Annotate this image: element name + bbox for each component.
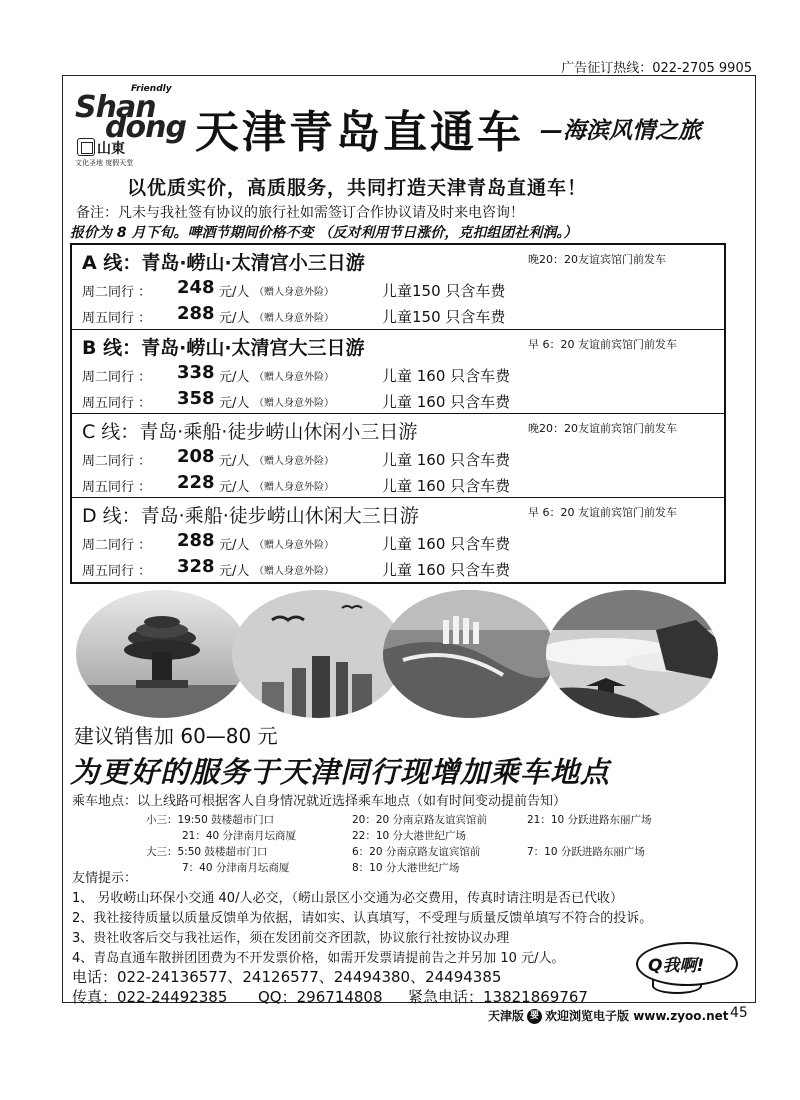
- contact-qq: QQ：296714808: [258, 988, 383, 1006]
- routes-table: [70, 243, 726, 584]
- child-price: 儿童 160 只含车费: [382, 535, 511, 553]
- qq-speech-bubble[interactable]: [636, 942, 738, 986]
- photo-laoshan-clouds: [546, 590, 718, 718]
- ad-hotline: 广告征订热线：022-2705 9905: [561, 61, 752, 76]
- pickup-big-stop: 8：10 分大港世纪广场: [352, 862, 460, 874]
- tip-item: 4、青岛直通车散拼团团费为不开发票价格，如需开发票请提前告之并另加 10 元/人。: [72, 951, 565, 966]
- pickup-small-stop: 21：40 分津南月坛商厦: [182, 830, 297, 842]
- price-unit: 元/人: [219, 396, 250, 411]
- price-unit: 元/人: [219, 311, 250, 326]
- pickup-big-stop: 7：10 分跃进路东丽广场: [527, 846, 645, 858]
- route-c: [72, 413, 724, 498]
- child-price: 儿童150 只含车费: [382, 308, 506, 326]
- contact-phone: 电话：022-24136577、24126577、24494380、24494385: [72, 968, 502, 986]
- child-price: 儿童 160 只含车费: [382, 393, 511, 411]
- page-subtitle: —海滨风情之旅: [540, 118, 701, 144]
- tips-title: 友情提示：: [72, 871, 138, 886]
- insurance-note: （赠人身意外险）: [254, 482, 334, 493]
- child-price: 儿童 160 只含车费: [382, 561, 511, 579]
- price-row: [82, 277, 506, 300]
- child-price: 儿童150 只含车费: [382, 282, 506, 300]
- child-price: 儿童 160 只含车费: [382, 451, 511, 469]
- insurance-note: （赠人身意外险）: [254, 456, 334, 467]
- adult-price: 208: [177, 446, 215, 467]
- badge-icon: 要: [527, 1009, 542, 1024]
- contact-fax: 传真：022-24492385: [72, 988, 228, 1006]
- logo-chinese: 山東: [97, 141, 125, 157]
- price-unit: 元/人: [219, 480, 250, 495]
- footer-website[interactable]: 欢迎浏览电子版 www.zyoo.net: [545, 1009, 729, 1023]
- pickup-small-stop: 小三：19:50 鼓楼超市门口: [146, 814, 275, 826]
- travel-day: 周二同行 ：: [82, 538, 152, 553]
- travel-day: 周二同行 ：: [82, 454, 152, 469]
- tip-item: 1、 另收崂山环保小交通 40/人必交，（崂山景区小交通为必交费用，传真时请注明是否已代收）: [72, 891, 623, 906]
- pickup-big-stop: 7：40 分津南月坛商厦: [182, 862, 290, 874]
- travel-day: 周五同行 ：: [82, 480, 152, 495]
- photo-aerial-coast: [383, 590, 555, 718]
- price-row: [82, 556, 511, 579]
- price-unit: 元/人: [219, 538, 250, 553]
- logo-shan: Shan: [75, 90, 156, 125]
- travel-day: 周二同行 ：: [82, 370, 152, 385]
- adult-price: 338: [177, 362, 215, 383]
- adult-price: 288: [177, 303, 215, 324]
- photo-strip: [76, 590, 726, 720]
- route-name: B 线：青岛·崂山·太清宫大三日游: [82, 337, 365, 359]
- seal-icon: [77, 138, 95, 156]
- page-title: 天津青岛直通车: [195, 107, 524, 158]
- route-name: D 线：青岛·乘船·徒步崂山休闲大三日游: [82, 505, 419, 527]
- adult-price: 328: [177, 556, 215, 577]
- travel-day: 周五同行 ：: [82, 564, 152, 579]
- logo-tagline: 文化圣地 度假天堂: [75, 159, 134, 167]
- tip-item: 2、我社接待质量以质量反馈单为依据，请如实、认真填写，不受理与质量反馈单填写不符合的投诉。: [72, 911, 653, 926]
- slogan: 以优质实价，高质服务，共同打造天津青岛直通车！: [127, 177, 588, 199]
- insurance-note: （赠人身意外险）: [254, 287, 334, 298]
- adult-price: 288: [177, 530, 215, 551]
- logo-friendly: Friendly: [131, 84, 172, 94]
- route-name: C 线：青岛·乘船·徒步崂山休闲小三日游: [82, 421, 418, 443]
- insurance-note: （赠人身意外险）: [254, 540, 334, 551]
- price-row: [82, 530, 511, 553]
- route-d: [72, 497, 724, 582]
- shandong-logo: [75, 84, 186, 170]
- photo-seagulls-city: [232, 590, 404, 718]
- price-row: [82, 446, 511, 469]
- pickup-big-stop: 大三：5:50 鼓楼超市门口: [146, 846, 268, 858]
- route-departure: 早 6：20 友谊前宾馆门前发车: [528, 506, 677, 519]
- route-departure: 早 6：20 友谊前宾馆门前发车: [528, 338, 677, 351]
- pickup-small-stop: 20：20 分南京路友谊宾馆前: [352, 814, 488, 826]
- price-row: [82, 388, 511, 411]
- child-price: 儿童 160 只含车费: [382, 477, 511, 495]
- pickup-title: 乘车地点：以上线路可根据客人自身情况就近选择乘车地点（如有时间变动提前告知）: [72, 794, 567, 809]
- logo-dong: dong: [105, 110, 186, 145]
- footer-edition: 天津版: [488, 1009, 525, 1023]
- insurance-note: （赠人身意外险）: [254, 398, 334, 409]
- price-unit: 元/人: [219, 564, 250, 579]
- price-row: [82, 362, 511, 385]
- travel-day: 周二同行 ：: [82, 285, 152, 300]
- bubble-text: Q我啊!: [648, 956, 705, 976]
- contact-emergency: 紧急电话：13821869767: [408, 988, 588, 1006]
- price-row: [82, 472, 511, 495]
- price-row: [82, 303, 506, 326]
- price-unit: 元/人: [219, 285, 250, 300]
- adult-price: 358: [177, 388, 215, 409]
- pickup-small-stop: 22：10 分大港世纪广场: [352, 830, 467, 842]
- route-b: [72, 329, 724, 414]
- child-price: 儿童 160 只含车费: [382, 367, 511, 385]
- pickup-big-stop: 6：20 分南京路友谊宾馆前: [352, 846, 481, 858]
- tip-item: 3、贵社收客后交与我社运作，须在发团前交齐团款，协议旅行社按协议办理: [72, 931, 510, 946]
- page-number: 45: [730, 1005, 748, 1021]
- insurance-note: （赠人身意外险）: [254, 566, 334, 577]
- route-departure: 晚20：20友谊前宾馆门前发车: [528, 422, 677, 435]
- insurance-note: （赠人身意外险）: [254, 313, 334, 324]
- route-departure: 晚20：20友谊宾馆门前发车: [528, 253, 666, 266]
- price-note: 报价为 8 月下旬。啤酒节期间价格不变 （反对利用节日涨价，克扣组团社利润。）: [70, 225, 578, 241]
- footer: [488, 1007, 729, 1024]
- suggested-markup: 建议销售加 60—80 元: [74, 724, 278, 748]
- price-unit: 元/人: [219, 454, 250, 469]
- pickup-small-stop: 21：10 分跃进路东丽广场: [527, 814, 652, 826]
- travel-day: 周五同行 ：: [82, 311, 152, 326]
- travel-day: 周五同行 ：: [82, 396, 152, 411]
- adult-price: 248: [177, 277, 215, 298]
- route-name: A 线：青岛·崂山·太清宫小三日游: [82, 252, 365, 274]
- route-a: [72, 245, 724, 329]
- insurance-note: （赠人身意外险）: [254, 372, 334, 383]
- price-unit: 元/人: [219, 370, 250, 385]
- adult-price: 228: [177, 472, 215, 493]
- cooperation-note: 备注：凡未与我社签有协议的旅行社如需签订合作协议请及时来电咨询！: [76, 205, 524, 221]
- pickup-banner: 为更好的服务于天津同行现增加乘车地点: [70, 755, 611, 789]
- photo-may-fourth-square: [76, 590, 248, 718]
